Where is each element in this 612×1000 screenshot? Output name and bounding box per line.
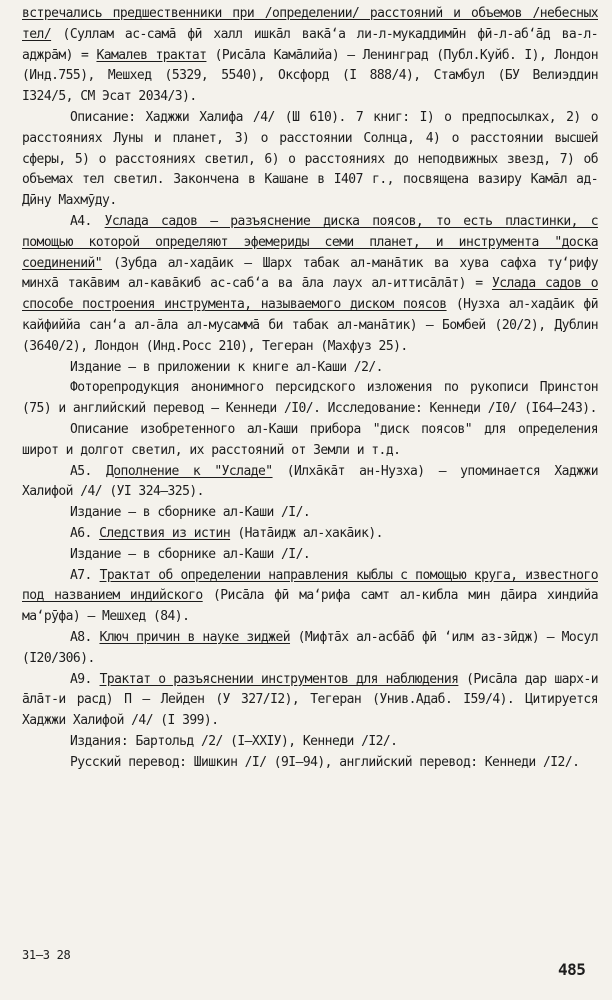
underlined-title: Ключ причин в науке зиджей (99, 629, 291, 645)
paragraph-edition: Издание – в приложении к книге ал-Каши /2/. (70, 359, 383, 375)
entry-a9 (22, 670, 598, 732)
entry-number: А6. (70, 525, 100, 541)
paragraph-edition: Издание – в сборнике ал-Каши /I/. (70, 546, 311, 562)
arabic-title: (Суллам ас-сама̄ фӣ халл ишка̄л вака̄ʻа ли-л-мукаддимӣн фӣ-л-абʻа̄д ва-л-аджра̄м) = (22, 26, 598, 63)
paragraph-editions: Издания: Бартольд /2/ (I–XXIУ), Кеннеди /I2/. (70, 733, 398, 749)
manuscript-list: (Риса̄ла Кама̄лийа) – Ленинград (Публ.Куйб. I), Лондон (Инд.755), Мешхед (5329, 5540), Оксфорд (I 888/4), Стамбул (БУ Велиэддин I324/5, СМ Эсат 2034/3). (22, 47, 598, 105)
paragraph-translations: Русский перевод: Шишкин /I/ (9I–94), английский перевод: Кеннеди /I2/. (70, 754, 580, 770)
paragraph-edition: Издание – в сборнике ал-Каши /I/. (70, 505, 311, 521)
underlined-title: Трактат об определении направления кыблы с помощью круга, известного под названием индийского (22, 567, 598, 604)
paragraph-reproduction: Фоторепродукция анонимного персидского изложения по рукописи Принстон (75) и английский перевод – Кеннеди /I0/. Исследование: Кеннеди /I0/ (I64–243). (22, 380, 598, 417)
body-text (22, 4, 598, 773)
paragraph-a3-continuation (22, 4, 598, 108)
entry-number: А7. (70, 567, 100, 583)
entry-number: А4. (70, 213, 105, 229)
underlined-title: встречались предшественники при /определении/ расстояний и объемов /небесных тел/ (22, 6, 598, 42)
entry-a8 (22, 628, 598, 670)
underlined-title: Услада садов – разъяснение диска поясов, то есть пластинки, с помощью которой определяют эфемериды семи планет, и инструмента "доска соединений" (22, 213, 598, 271)
entry-number: А9. (70, 671, 100, 687)
paragraph-description: Описание: Хаджжи Халифа /4/ (Ш 610). 7 книг: I) о предпосылках, 2) о расстояниях Луны и планет, 3) о расстоянии Солнца, 4) о расстоянии высшей сферы, 5) о расстояниях светил, 6) о расстояниях до неподвижных звезд, 7) об объемах тел светил. Закончена в Кашане в I407 г., посвящена вазиру Кама̄л ад-Дӣну Махмӯду. (22, 109, 598, 209)
underlined-title: Дополнение к "Усладе" (105, 463, 273, 479)
entry-a7 (22, 566, 598, 628)
arabic-title: (Илха̄ка̄т ан-Нузха) – упоминается Хаджжи Халифой /4/ (УI 324–325). (22, 463, 598, 500)
underlined-title: Услада садов о способе построения инструмента, называемого диском поясов (22, 276, 599, 313)
arabic-title: (Зубда ал-хада̄ик – Шарх табак ал-мана̄тик ва хува сафха туʻрифу минха̄ така̄вим ал-кава̄киб ас-сабʻа ва а̄ла лаух ал-иттиса̄ла̄т) = (22, 255, 598, 292)
underlined-title: Камалев трактат (96, 47, 207, 63)
entry-a5 (22, 462, 598, 504)
entry-a4 (22, 212, 598, 358)
arabic-title: (Мифта̄х ал-асба̄б фӣ ʻилм аз-зӣдж) – Мосул (I20/306). (22, 629, 599, 666)
manuscript-list: (Нузха ал-хада̄ик фӣ кайфиййа санʻа ал-а̄ла ал-мусамма̄ би табак ал-мана̄тик) – Бомбей (20/2), Дублин (3640/2), Лондон (Инд.Росс 210), Тегеран (Махфуз 25). (22, 297, 598, 354)
entry-number: А8. (70, 629, 100, 645)
underlined-title: Следствия из истин (99, 525, 231, 541)
arabic-title: (Риса̄ла фӣ маʻрифа самт ал-кибла мин да̄ира хиндийа маʻрӯфа) – Мешхед (84). (22, 588, 598, 625)
arabic-title: (Риса̄ла дар шарх-и а̄ла̄т-и расд) П – Лейден (У 327/I2), Тегеран (Унив.Адаб. I59/4). Цитируется Хаджжи Халифой /4/ (I 399). (22, 671, 599, 729)
entry-a6 (22, 524, 598, 545)
entry-number: А5. (70, 463, 106, 479)
arabic-title: (Натāидж ал-хака̄ик). (230, 525, 383, 541)
page-number: 485 (558, 960, 586, 979)
underlined-title: Трактат о разъяснении инструментов для наблюдения (99, 671, 459, 687)
printer-code: 31–3 28 (22, 948, 71, 962)
paragraph-description: Описание изобретенного ал-Каши прибора "диск поясов" для определения широт и долгот светил, их расстояний от Земли и т.д. (22, 421, 598, 458)
